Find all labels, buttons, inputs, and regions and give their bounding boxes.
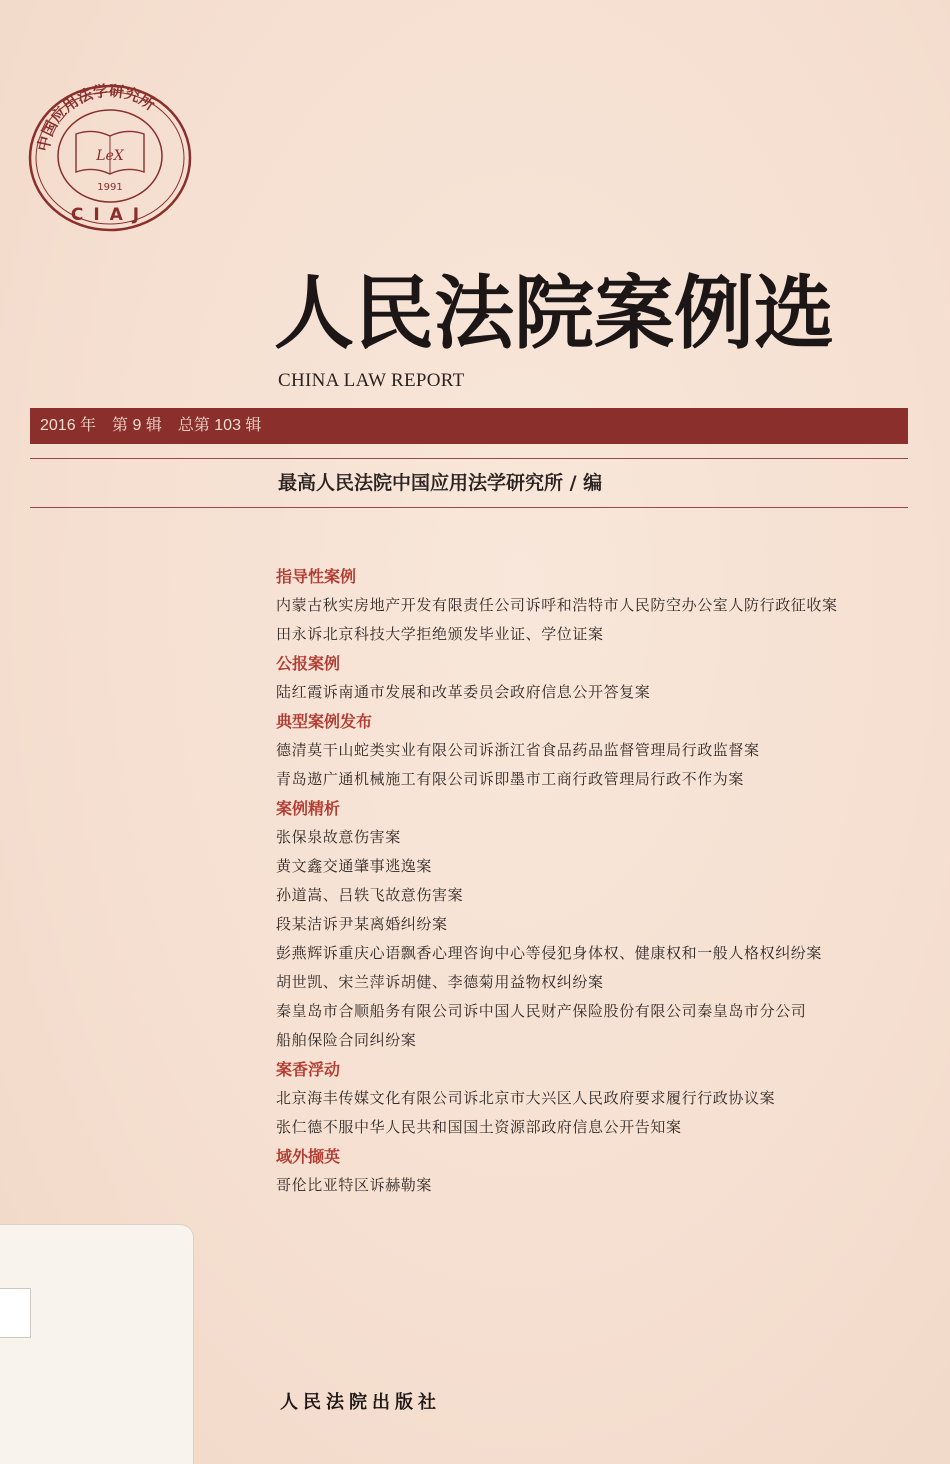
publisher-name: 人民法院出版社 (280, 1392, 441, 1413)
toc-entry: 青岛遨广通机械施工有限公司诉即墨市工商行政管理局行政不作为案 (276, 770, 745, 788)
toc-section-heading: 典型案例发布 (276, 712, 373, 731)
toc-entry: 德清莫干山蛇类实业有限公司诉浙江省食品药品监督管理局行政监督案 (276, 741, 760, 759)
toc-entry: 黄文鑫交通肇事逃逸案 (276, 857, 433, 875)
toc-entry: 彭燕辉诉重庆心语飘香心理咨询中心等侵犯身体权、健康权和一般人格权纠纷案 (276, 944, 823, 962)
toc-entry: 田永诉北京科技大学拒绝颁发毕业证、学位证案 (276, 625, 604, 643)
toc-entry: 陆红霞诉南通市发展和改革委员会政府信息公开答复案 (276, 683, 651, 701)
toc-entry: 北京海丰传媒文化有限公司诉北京市大兴区人民政府要求履行行政协议案 (276, 1089, 776, 1107)
toc-entry: 秦皇岛市合顺船务有限公司诉中国人民财产保险股份有限公司秦皇岛市分公司 (276, 1002, 807, 1020)
toc-section-heading: 案香浮动 (276, 1060, 341, 1079)
toc-entry: 胡世凯、宋兰萍诉胡健、李德菊用益物权纠纷案 (276, 973, 604, 991)
editor-credit: 最高人民法院中国应用法学研究所 / 编 (278, 472, 603, 494)
toc-entry: 张仁德不服中华人民共和国国土资源部政府信息公开告知案 (276, 1118, 682, 1136)
book-title: 人民法院案例选 (274, 266, 834, 360)
issue-bar (30, 408, 908, 444)
divider-top (30, 458, 908, 459)
institute-seal-logo (26, 80, 194, 232)
logo-abbreviation: CIAJ (70, 205, 150, 225)
toc-entry: 段某洁诉尹某离婚纠纷案 (276, 915, 448, 933)
book-subtitle: CHINA LAW REPORT (278, 370, 465, 391)
sticker-tab (0, 1288, 31, 1338)
toc-section-heading: 域外撷英 (276, 1147, 341, 1166)
logo-year: 1991 (97, 182, 123, 193)
toc-section-heading: 指导性案例 (276, 567, 357, 586)
toc-entry: 张保泉故意伤害案 (276, 828, 401, 846)
toc-section-heading: 案例精析 (276, 799, 341, 818)
toc-entry: 内蒙古秋实房地产开发有限责任公司诉呼和浩特市人民防空办公室人防行政征收案 (276, 596, 838, 614)
svg-text:中国应用法学研究所: 中国应用法学研究所 (34, 81, 159, 153)
table-of-contents (276, 562, 916, 1200)
toc-entry: 孙道嵩、吕轶飞故意伤害案 (276, 886, 464, 904)
issue-info: 2016 年 第 9 辑 总第 103 辑 (40, 417, 262, 434)
divider-bottom (30, 507, 908, 508)
toc-entry: 哥伦比亚特区诉赫勒案 (276, 1176, 433, 1194)
toc-section-heading: 公报案例 (276, 654, 341, 673)
library-sticker (0, 1224, 194, 1464)
toc-entry: 船舶保险合同纠纷案 (276, 1031, 417, 1049)
logo-book-text: LeX (96, 148, 124, 164)
